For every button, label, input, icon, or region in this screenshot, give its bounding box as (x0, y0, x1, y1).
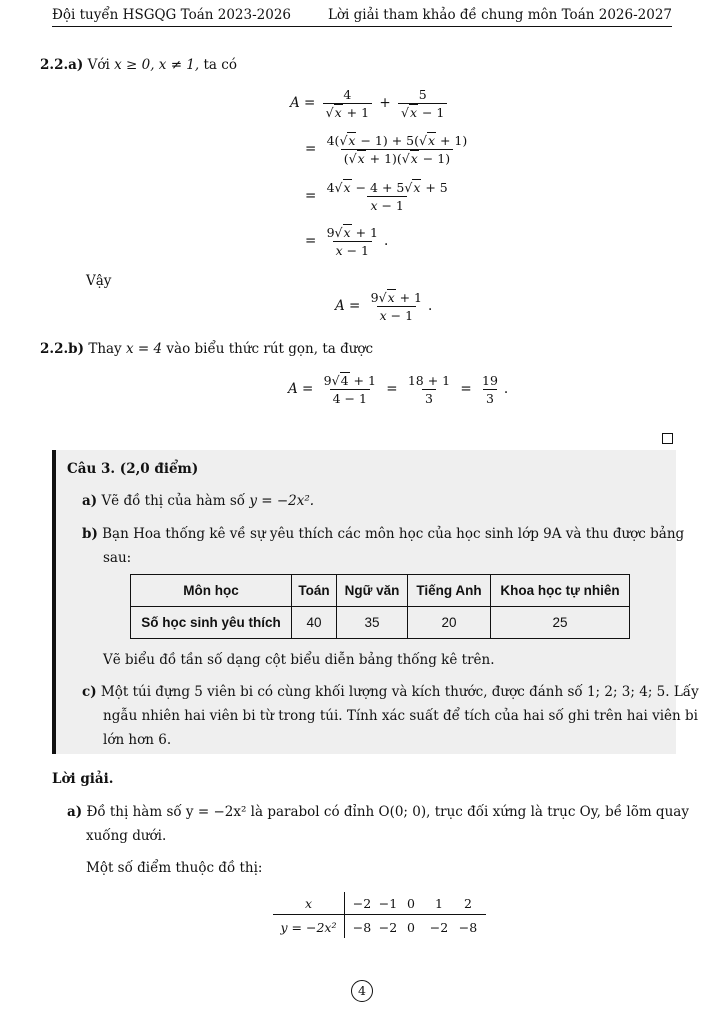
sol-a-line2: xuống dưới. (86, 828, 167, 844)
table-cell: Tiếng Anh (408, 575, 491, 607)
q3c-line3: lớn hơn 6. (103, 732, 172, 748)
table-cell: 35 (337, 607, 408, 639)
part-label-b: 2.2.b) (40, 341, 85, 357)
part-2-2-b-intro (40, 341, 373, 357)
conclusion-text: Vậy (86, 273, 112, 289)
intro-text: Với (87, 57, 110, 73)
y-label: y = −2x² (280, 920, 337, 935)
q3b-line1: Bạn Hoa thống kê về sự yêu thích các môn học của học sinh lớp 9A và thu được bảng (102, 526, 685, 542)
qed-square (662, 433, 673, 444)
sol-a-line1: Đồ thị hàm số y = −2x² là parabol có đỉnh O(0; 0), trục đối xứng là trục Oy, bề lõm quay (86, 804, 689, 820)
solution-a (67, 804, 689, 820)
table-cell: Môn học (131, 575, 292, 607)
table-cell: Ngữ văn (337, 575, 408, 607)
b-math: x = 4 (125, 341, 163, 357)
q3a-text: Vẽ đồ thị của hàm số (101, 493, 246, 509)
b-text-before: Thay (88, 341, 122, 357)
header-left: Đội tuyển HSGQG Toán 2023-2026 (52, 7, 292, 23)
q3b-label: b) (82, 526, 98, 542)
q3c-line1: Một túi đựng 5 viên bi có cùng khối lượng và kích thước, được đánh số 1; 2; 3; 4; 5. Lấy (100, 684, 699, 700)
part-2-2-b-equation: A = $\frac{9√4 + 1}{4 - 1}$ = $\frac{18 + 1}{3}$ = $\frac{19}{3}$ . (288, 373, 509, 406)
y-value: −2 (429, 920, 449, 935)
question-3a (82, 493, 314, 509)
values-table (273, 892, 486, 938)
equation-line-3: = $\frac{4√x - 4 + 5√x + 5}{x - 1}$ (305, 180, 448, 213)
intro-math: x ≥ 0, x ≠ 1, (114, 57, 200, 73)
q3b-after: Vẽ biểu đồ tần số dạng cột biểu diễn bảng thống kê trên. (103, 652, 495, 668)
y-value: −8 (352, 920, 372, 935)
table-cell: Toán (292, 575, 337, 607)
x-value: −2 (352, 896, 372, 911)
question-3b (82, 526, 684, 542)
conclusion-equation: A = $\frac{9√x + 1}{x - 1}$ . (335, 290, 433, 323)
q3a-math: y = −2x². (249, 493, 315, 509)
table-cell: 25 (491, 607, 630, 639)
page-number: 4 (351, 980, 373, 1002)
subjects-table (130, 574, 630, 639)
header-divider (52, 26, 672, 27)
table-cell: Khoa học tự nhiên (491, 575, 630, 607)
part-2-2-a-intro (40, 57, 237, 73)
q3b-line2: sau: (103, 550, 132, 566)
table-header-row (131, 575, 630, 607)
part-label: 2.2.a) (40, 57, 84, 73)
q3c-label: c) (82, 684, 97, 700)
question-3-title: Câu 3. (2,0 điểm) (67, 461, 199, 477)
table-cell: 20 (408, 607, 491, 639)
x-value: 1 (435, 896, 443, 911)
equation-line-2: = $\frac{4(√x - 1) + 5(√x + 1)}{(√x + 1)(√x - 1)}$ (305, 133, 468, 166)
q3c-line2: ngẫu nhiên hai viên bi từ trong túi. Tính xác suất để tích của hai số ghi trên hai viên bi (103, 708, 698, 724)
x-value: −1 (378, 896, 398, 911)
table-cell: Số học sinh yêu thích (131, 607, 292, 639)
intro-after: ta có (203, 57, 237, 73)
table-row (131, 607, 630, 639)
y-value: 0 (407, 920, 415, 935)
equation-line-1: A = $\frac{4}{√x + 1}$ + $\frac{5}{√x - 1}$ (290, 87, 450, 120)
q3a-label: a) (82, 493, 98, 509)
points-intro: Một số điểm thuộc đồ thị: (86, 860, 263, 876)
header-right: Lời giải tham khảo đề chung môn Toán 2026-2027 (327, 7, 672, 23)
y-value: −2 (378, 920, 398, 935)
question-3c (82, 684, 699, 700)
equation-line-4: = $\frac{9√x + 1}{x - 1}$ . (305, 225, 389, 258)
y-value: −8 (458, 920, 478, 935)
b-text-after: vào biểu thức rút gọn, ta được (166, 341, 374, 357)
x-label: x (304, 896, 313, 911)
x-value: 2 (464, 896, 472, 911)
solution-title: Lời giải. (52, 771, 114, 787)
table-cell: 40 (292, 607, 337, 639)
sol-a-label: a) (67, 804, 83, 820)
x-value: 0 (407, 896, 415, 911)
